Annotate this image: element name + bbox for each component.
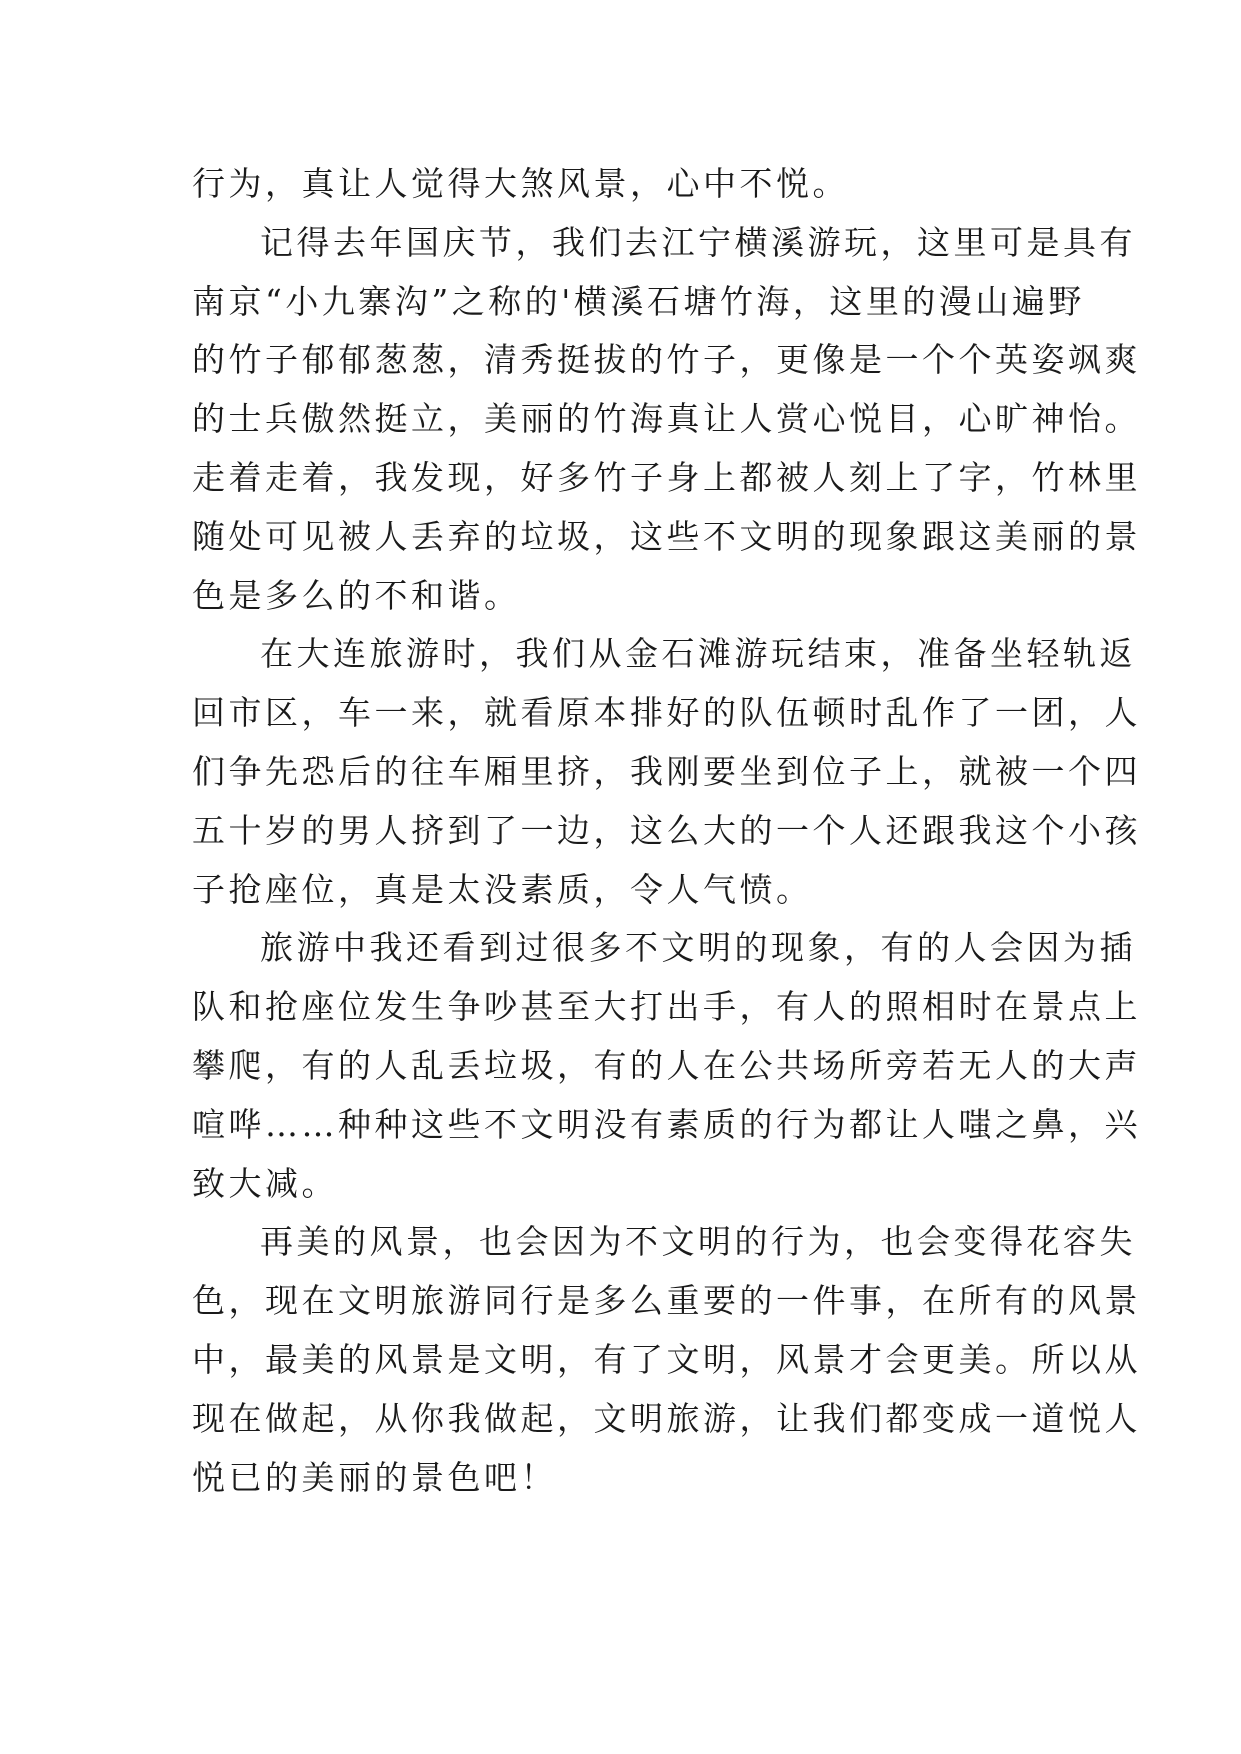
text-line-paragraph-start: 旅游中我还看到过很多不文明的现象，有的人会因为插: [260, 928, 1136, 968]
text-line: 五十岁的男人挤到了一边，这么大的一个人还跟我这个小孩: [192, 810, 1141, 850]
text-line: 现在做起，从你我做起，文明旅游，让我们都变成一道悦人: [192, 1398, 1141, 1438]
document-body: [192, 155, 1141, 1507]
text-line: 色是多么的不和谐。: [192, 575, 521, 615]
text-line-paragraph-start: 再美的风景，也会因为不文明的行为，也会变得花容失: [260, 1222, 1136, 1262]
text-line: 喧哗……种种这些不文明没有素质的行为都让人嗤之鼻，兴: [192, 1104, 1141, 1144]
text-line: 的竹子郁郁葱葱，清秀挺拔的竹子，更像是一个个英姿飒爽: [192, 340, 1141, 380]
text-line: 的士兵傲然挺立，美丽的竹海真让人赏心悦目，心旷神怡。: [192, 399, 1141, 439]
text-line: 子抢座位，真是太没素质，令人气愤。: [192, 869, 813, 909]
text-line: 队和抢座位发生争吵甚至大打出手，有人的照相时在景点上: [192, 987, 1141, 1027]
text-line: 回市区，车一来，就看原本排好的队伍顿时乱作了一团，人: [192, 693, 1141, 733]
text-line: 致大减。: [192, 1163, 338, 1203]
text-line: 们争先恐后的往车厢里挤，我刚要坐到位子上，就被一个四: [192, 751, 1141, 791]
text-line: 随处可见被人丢弃的垃圾，这些不文明的现象跟这美丽的景: [192, 516, 1141, 556]
text-line: 走着走着，我发现，好多竹子身上都被人刻上了字，竹林里: [192, 457, 1141, 497]
text-line: 色，现在文明旅游同行是多么重要的一件事，在所有的风景: [192, 1281, 1141, 1321]
text-line-paragraph-start: 在大连旅游时，我们从金石滩游玩结束，准备坐轻轨返: [260, 634, 1136, 674]
text-line: 攀爬，有的人乱丢垃圾，有的人在公共场所旁若无人的大声: [192, 1045, 1141, 1085]
text-line: 悦已的美丽的景色吧！: [192, 1457, 557, 1497]
text-line: 行为，真让人觉得大煞风景，心中不悦。: [192, 164, 849, 203]
text-line-paragraph-start: 记得去年国庆节，我们去江宁横溪游玩，这里可是具有: [260, 222, 1136, 262]
text-line: 南京“小九寨沟”之称的'横溪石塘竹海，这里的漫山遍野: [192, 281, 1085, 321]
text-line: 中，最美的风景是文明，有了文明，风景才会更美。所以从: [192, 1339, 1141, 1379]
